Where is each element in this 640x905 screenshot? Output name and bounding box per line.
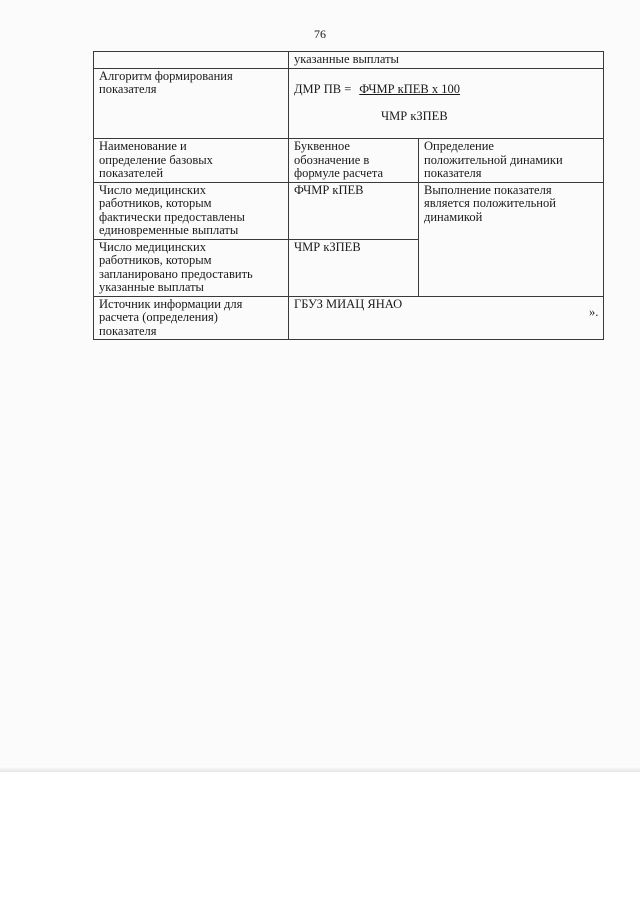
indicator-code: ЧМР кЗПЕВ <box>289 239 419 296</box>
formula-numerator: ФЧМР кПЕВ х 100 <box>359 82 460 96</box>
header-dynamics: Определение положительной динамики показателя <box>419 139 604 183</box>
source-label: Источник информации для расчета (определения) показателя <box>94 296 289 340</box>
formula-denominator: ЧМР кЗПЕВ <box>381 109 448 123</box>
formula-cell <box>289 68 604 139</box>
indicator-name: Число медицинских работников, которым запланировано предоставить указанные выплаты <box>94 239 289 296</box>
table-row-source <box>94 296 604 340</box>
formula-line <box>294 83 599 97</box>
formula-lhs: ДМР ПВ = <box>294 82 352 96</box>
indicator-name: Число медицинских работников, которым фактически предоставлены единовременные выплаты <box>94 182 289 239</box>
header-name: Наименование и определение базовых показателей <box>94 139 289 183</box>
page-number: 76 <box>314 27 326 41</box>
indicator-table <box>93 51 604 340</box>
algorithm-label: Алгоритм формирования показателя <box>94 68 289 139</box>
header-code: Буквенное обозначение в формуле расчета <box>289 139 419 183</box>
empty-cell <box>94 52 289 69</box>
indicator-code: ФЧМР кПЕВ <box>289 182 419 239</box>
table-header-row <box>94 139 604 183</box>
table-row <box>94 182 604 239</box>
table-row-algorithm <box>94 68 604 139</box>
closing-quote-mark: ». <box>589 305 599 319</box>
source-value: ГБУЗ МИАЦ ЯНАО <box>289 296 604 340</box>
dynamics-definition: Выполнение показателя является положительной динамикой <box>419 182 604 296</box>
table-row-continuation <box>94 52 604 69</box>
scan-bottom-edge <box>0 766 640 772</box>
continuation-cell: указанные выплаты <box>289 52 604 69</box>
